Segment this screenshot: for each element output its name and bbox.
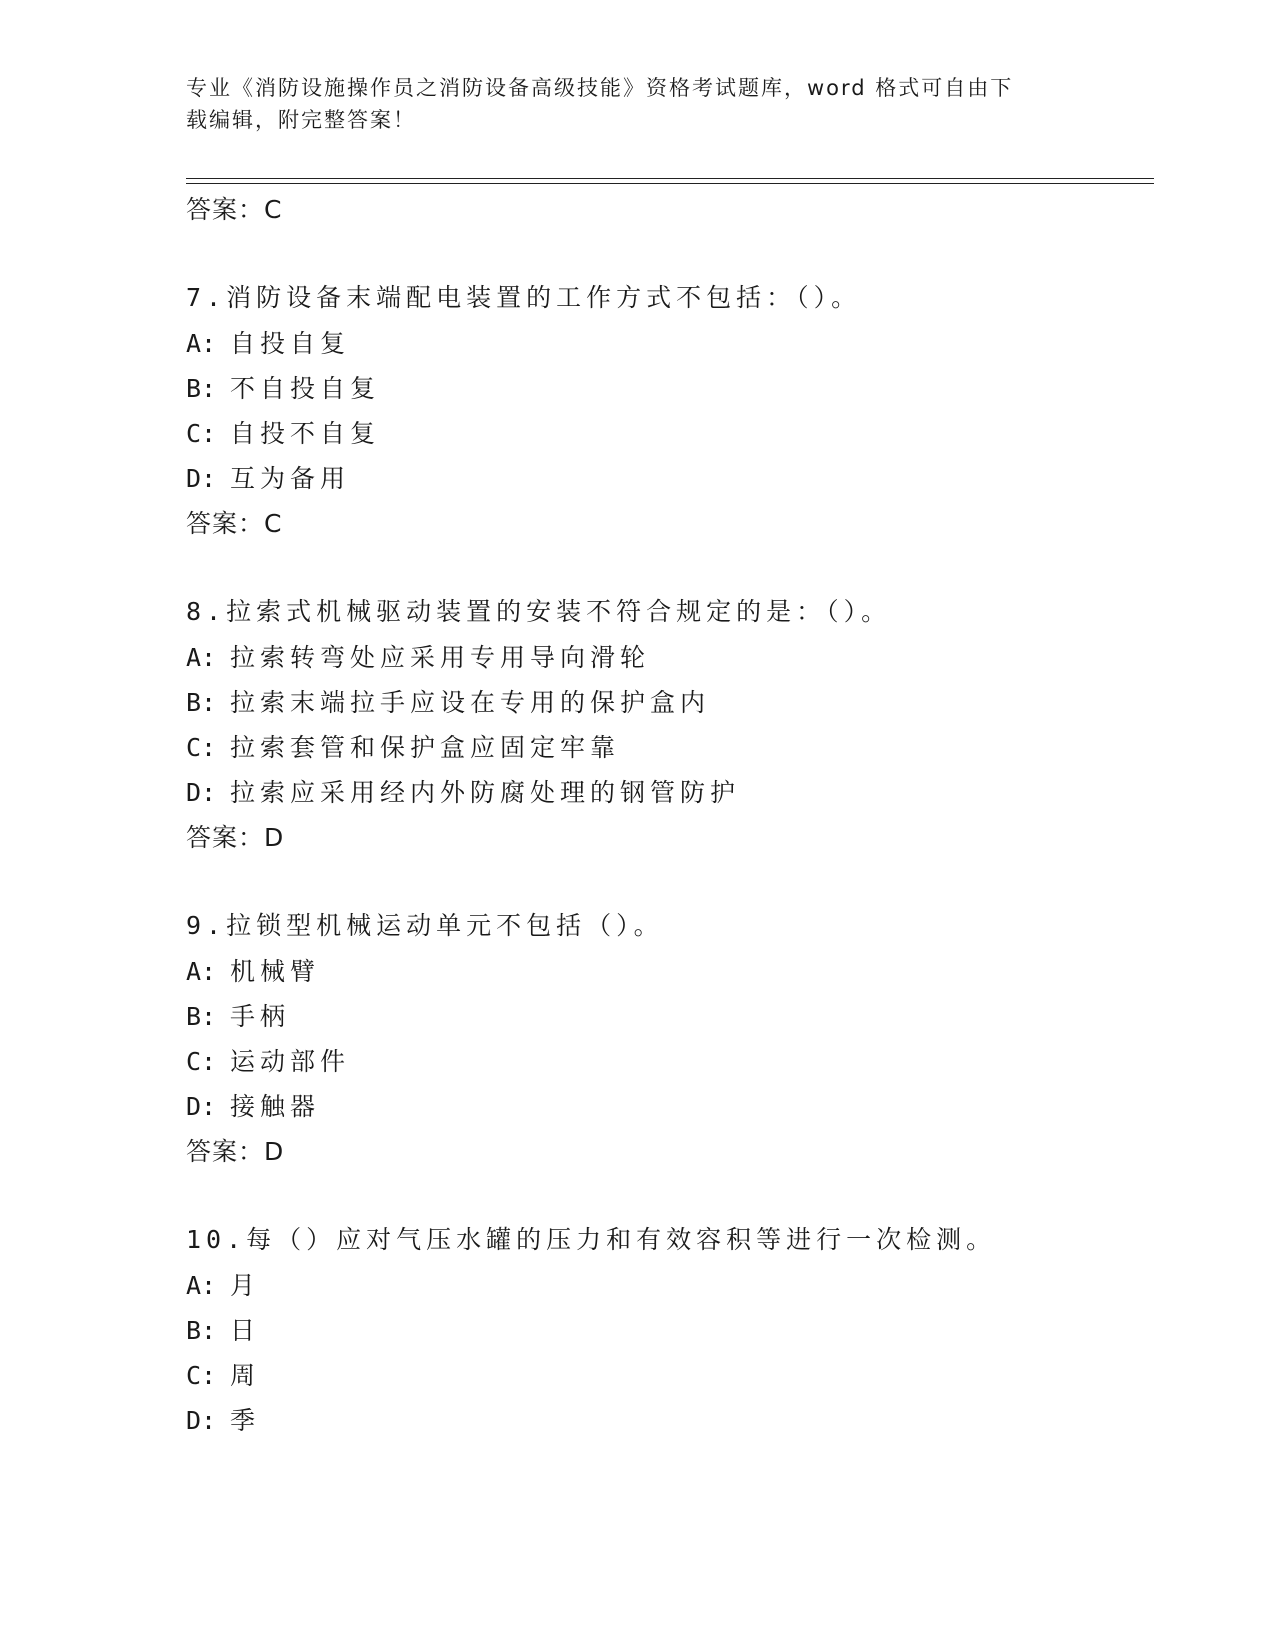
option-text: 月 [230, 1271, 261, 1300]
document-body [186, 187, 1146, 1443]
option-text: 机械臂 [230, 957, 321, 986]
option-label: C: [186, 1047, 217, 1076]
document-header [186, 72, 1066, 136]
option-b [186, 366, 1146, 411]
option-text: 拉索转弯处应采用专用导向滑轮 [230, 643, 651, 672]
option-text: 不自投自复 [230, 374, 381, 403]
question-text: 7.消防设备末端配电装置的工作方式不包括：（）。 [186, 283, 862, 312]
option-label: B: [186, 688, 217, 717]
option-label: B: [186, 1316, 217, 1345]
option-b [186, 680, 1146, 725]
option-a [186, 1263, 1146, 1308]
option-text: 拉索应采用经内外防腐处理的钢管防护 [230, 778, 741, 807]
option-b [186, 1308, 1146, 1353]
question-text: 8.拉索式机械驱动装置的安装不符合规定的是：（）。 [186, 597, 892, 626]
option-c [186, 1353, 1146, 1398]
option-text: 手柄 [230, 1002, 291, 1031]
option-c [186, 1039, 1146, 1084]
option-label: D: [186, 778, 217, 807]
option-label: B: [186, 374, 217, 403]
answer-line: 答案：C [186, 509, 283, 538]
question-block [186, 903, 1146, 1175]
option-a [186, 949, 1146, 994]
header-divider-bottom [186, 183, 1154, 184]
option-c [186, 725, 1146, 770]
header-divider-top [186, 178, 1154, 179]
header-line-1: 专业《消防设施操作员之消防设备高级技能》资格考试题库，word 格式可自由下 [186, 76, 1014, 100]
option-text: 自投自复 [230, 329, 351, 358]
option-b [186, 994, 1146, 1039]
option-label: D: [186, 464, 217, 493]
option-label: C: [186, 419, 217, 448]
option-text: 互为备用 [230, 464, 351, 493]
header-line-2: 载编辑，附完整答案！ [186, 108, 416, 132]
option-text: 运动部件 [230, 1047, 351, 1076]
option-label: A: [186, 957, 217, 986]
option-text: 接触器 [230, 1092, 321, 1121]
answer-line: 答案：D [186, 823, 285, 852]
option-label: B: [186, 1002, 217, 1031]
question-block [186, 275, 1146, 547]
option-label: D: [186, 1092, 217, 1121]
option-text: 季 [230, 1406, 261, 1435]
question-block [186, 589, 1146, 861]
option-label: D: [186, 1406, 217, 1435]
option-label: C: [186, 733, 217, 762]
option-d [186, 770, 1146, 815]
option-text: 日 [230, 1316, 261, 1345]
option-c [186, 411, 1146, 456]
option-text: 自投不自复 [230, 419, 381, 448]
option-text: 拉索末端拉手应设在专用的保护盒内 [230, 688, 711, 717]
option-label: A: [186, 643, 217, 672]
option-a [186, 321, 1146, 366]
question-block [186, 1217, 1146, 1443]
option-d [186, 456, 1146, 501]
option-label: A: [186, 329, 217, 358]
question-text: 10.每（）应对气压水罐的压力和有效容积等进行一次检测。 [186, 1225, 997, 1254]
option-text: 拉索套管和保护盒应固定牢靠 [230, 733, 621, 762]
answer-line: 答案：D [186, 1137, 285, 1166]
option-label: A: [186, 1271, 217, 1300]
option-d [186, 1084, 1146, 1129]
option-label: C: [186, 1361, 217, 1390]
question-text: 9.拉锁型机械运动单元不包括（）。 [186, 911, 664, 940]
option-text: 周 [230, 1361, 261, 1390]
option-d [186, 1398, 1146, 1443]
option-a [186, 635, 1146, 680]
answer-line: 答案：C [186, 195, 283, 224]
